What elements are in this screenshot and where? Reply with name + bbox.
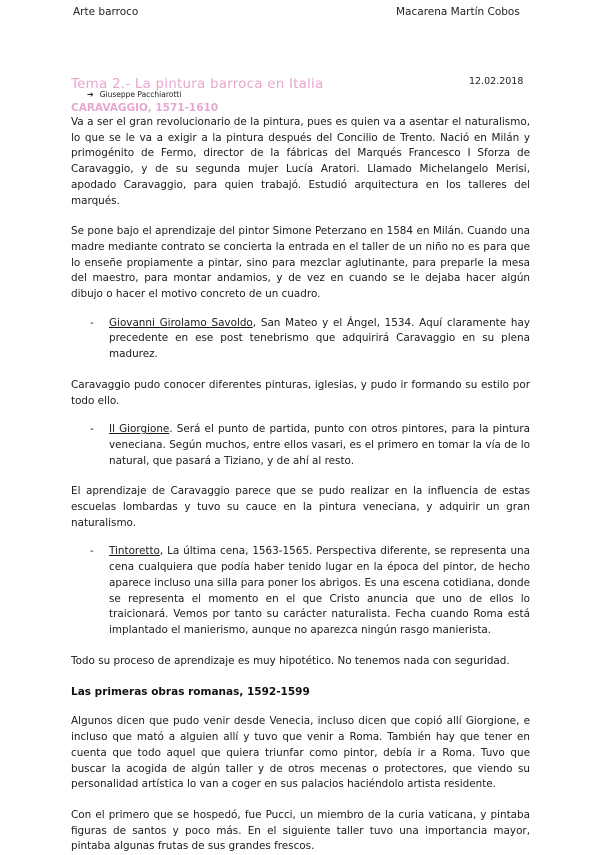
list-item-text: . Será el punto de partida, punto con otros pintores, para la pintura veneciana. Según muchos, entre ellos vasari, es el primero en tomar la vía de lo natural, que pasará a Tiziano, y de ahí al resto. [109,423,530,467]
list-item-text: , San Mateo y el Ángel, 1534. Aquí claramente hay precedente en ese post tenebrismo que adquirirá Caravaggio en su plena madurez. [109,316,530,361]
document-body [71,73,530,855]
arrow-right-icon: ➔ [87,90,94,99]
header-author: Macarena Martín Cobos [396,6,520,18]
paragraph-rome: Algunos dicen que pudo venir desde Venecia, incluso dicen que copió allí Giorgione, e incluso que mató a alguien allí y tuvo que venir a Roma. También hay que tener en cuenta que todo aquel que quiera triunfar como pintor, debía ir a Roma. Tuvo que buscar la acogida de algún taller y de otros mecenas o protectores, que viendo su personalidad artística lo van a coger en sus palacios haciéndolo artista residente. [71,715,530,791]
document-title: Tema 2.- La pintura barroca en Italia [71,76,324,92]
paragraph-pucci: Con el primero que se hospedó, fue Pucci, un miembro de la curia vaticana, y pintaba figuras de santos y poco más. En el siguiente taller tuvo una importancia mayor, pintaba algunas frutas de sus grandes frescos. [71,808,530,853]
paragraph-schools: El aprendizaje de Caravaggio parece que se pudo realizar en la influencia de estas escuelas lombardas y tuvo su cauce en la pintura veneciana, y adquirir un gran naturalismo. [71,485,530,529]
list-item-text: , La última cena, 1563-1565. Perspectiva diferente, se representa una cena cualquiera que podía haber tenido lugar en la época del pintor, de hecho aparece incluso una silla para poner los abrigos. Es una escena cotidiana, donde se representa el momento en el que Cristo anuncia que uno de ellos lo traicionará. Vemos por tanto su carácter naturalista. Fecha cuando Roma está implantado el manierismo, aunque no aparezca ningún rasgo manierista. [109,545,530,636]
document-date: 12.02.2018 [469,76,524,87]
author-name: Giuseppe Pacchiarotti [99,90,182,99]
bullet-dash: - [90,545,94,558]
painter-name-savoldo: Giovanni Girolamo Savoldo [109,316,253,329]
section-title: CARAVAGGIO, 1571-1610 [71,102,219,114]
list-item-tintoretto [90,544,530,638]
header-subject: Arte barroco [73,6,139,18]
paragraph-intro: Va a ser el gran revolucionario de la pintura, pues es quien va a asentar el naturalismo, lo que se le va a exigir a la pintura después del Concilio de Trento. Nació en Milán y primogénito de Fermo, director de la fábricas del Marqués Francesco I Sforza de Caravaggio, y de su segunda mujer Lucía Aratori. Llamado Michelangelo Merisi, apodado Caravaggio, para quien trabajó. Estudió arquitectura en los talleres del marqués. [71,116,530,207]
title-row [71,73,530,92]
paragraph-influences: Caravaggio pudo conocer diferentes pinturas, iglesias, y pudo ir formando su estilo por todo ello. [71,378,530,407]
bullet-dash: - [90,316,94,329]
subsection-title: Las primeras obras romanas, 1592-1599 [71,686,310,699]
painter-name-tintoretto: Tintoretto [109,545,160,558]
bullet-dash: - [90,423,94,436]
paragraph-hypothesis: Todo su proceso de aprendizaje es muy hipotético. No tenemos nada con seguridad. [71,654,510,667]
paragraph-apprenticeship: Se pone bajo el aprendizaje del pintor Simone Peterzano en 1584 en Milán. Cuando una madre mediante contrato se concierta la entrada en el taller de un niño no es para que lo enseñe propiamente a pintar, sino para mezclar aglutinante, para preparle la mesa del maestro, para montar andamios, y de vez en cuando se le dejaba hacer algún dibujo o hacer el motivo concreto de un cuadro. [71,225,530,301]
list-item-giorgione [90,422,530,469]
list-item-savoldo [90,316,530,363]
painter-name-giorgione: Il Giorgione [109,423,170,436]
